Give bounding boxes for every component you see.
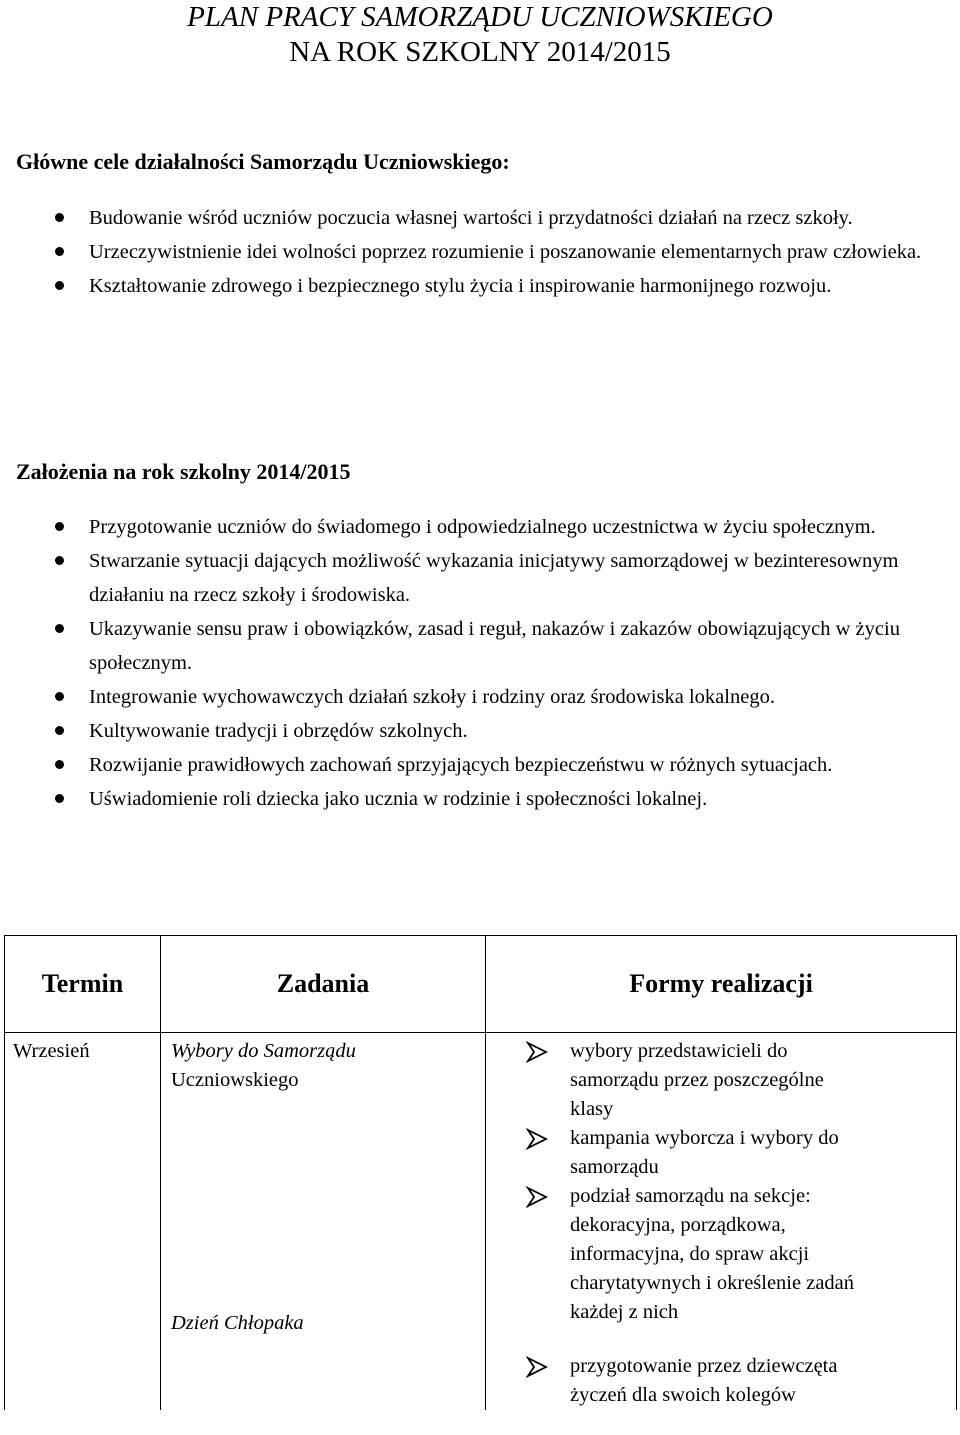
bullet-icon: [55, 692, 64, 701]
list-item: Stwarzanie sytuacji dających możliwość wykazania inicjatywy samorządowej w bezinteresownym działaniu na rzecz szkoły i środowiska.: [0, 544, 960, 612]
cell-termin: [5, 1033, 161, 1411]
cell-formy-realizacji: [486, 1033, 957, 1411]
header-zadania: Zadania: [161, 936, 486, 1033]
list-item: podział samorządu na sekcje: dekoracyjna, porządkowa, informacyjna, do spraw akcji charytatywnych i określenie zadań każdej z nich: [526, 1182, 880, 1327]
cell-zadania: [161, 1033, 486, 1411]
list-item: Kultywowanie tradycji i obrzędów szkolnych.: [0, 714, 960, 748]
header-termin: Termin: [5, 936, 161, 1033]
list-item: Rozwijanie prawidłowych zachowań sprzyjających bezpieczeństwu w różnych sytuacjach.: [0, 748, 960, 782]
bullet-icon: [55, 726, 64, 735]
list-item: Przygotowanie uczniów do świadomego i odpowiedzialnego uczestnictwa w życiu społecznym.: [0, 510, 960, 544]
document-title-line2: NA ROK SZKOLNY 2014/2015: [289, 36, 671, 68]
header-formy-realizacji: Formy realizacji: [486, 936, 957, 1033]
bullet-icon: [55, 522, 64, 531]
task-title: Dzień Chłopaka: [171, 1312, 304, 1334]
arrow-bullet-icon: [526, 1356, 548, 1378]
goals-heading: Główne cele działalności Samorządu Uczniowskiego:: [16, 149, 510, 174]
bullet-icon: [55, 556, 64, 565]
list-item: Integrowanie wychowawczych działań szkoły i rodziny oraz środowiska lokalnego.: [0, 680, 960, 714]
bullet-icon: [55, 760, 64, 769]
bullet-icon: [55, 624, 64, 633]
list-item: Uświadomienie roli dziecka jako ucznia w rodzinie i społeczności lokalnej.: [0, 782, 960, 816]
table-header-row: [5, 936, 957, 1033]
list-item: przygotowanie przez dziewczęta życzeń dla swoich kolegów: [526, 1352, 880, 1410]
task-title: Wybory do Samorządu: [171, 1040, 356, 1062]
list-item: kampania wyborcza i wybory do samorządu: [526, 1124, 850, 1182]
arrow-bullet-icon: [526, 1186, 548, 1208]
list-item: Budowanie wśród uczniów poczucia własnej wartości i przydatności działań na rzecz szkoły.: [0, 201, 960, 235]
arrow-bullet-icon: [526, 1041, 548, 1063]
task-title-continued: Uczniowskiego: [171, 1069, 299, 1091]
document-title-line1: PLAN PRACY SAMORZĄDU UCZNIOWSKIEGO: [187, 1, 773, 33]
bullet-icon: [55, 794, 64, 803]
termin-value: Wrzesień: [13, 1040, 90, 1062]
goals-list: [0, 201, 960, 303]
assumptions-heading: Założenia na rok szkolny 2014/2015: [16, 459, 351, 484]
plan-table: [4, 935, 957, 1410]
list-item: Urzeczywistnienie idei wolności poprzez rozumienie i poszanowanie elementarnych praw człowieka.: [0, 235, 960, 269]
list-item: Kształtowanie zdrowego i bezpiecznego stylu życia i inspirowanie harmonijnego rozwoju.: [0, 269, 960, 303]
table-row: [5, 1033, 957, 1411]
assumptions-list: [0, 510, 960, 816]
arrow-bullet-icon: [526, 1128, 548, 1150]
bullet-icon: [55, 213, 64, 222]
list-item: wybory przedstawicieli do samorządu przez poszczególne klasy: [526, 1037, 870, 1124]
list-item: Ukazywanie sensu praw i obowiązków, zasad i reguł, nakazów i zakazów obowiązujących w życiu społecznym.: [0, 612, 960, 680]
bullet-icon: [55, 247, 64, 256]
plan-table-container: [4, 935, 956, 1435]
bullet-icon: [55, 281, 64, 290]
